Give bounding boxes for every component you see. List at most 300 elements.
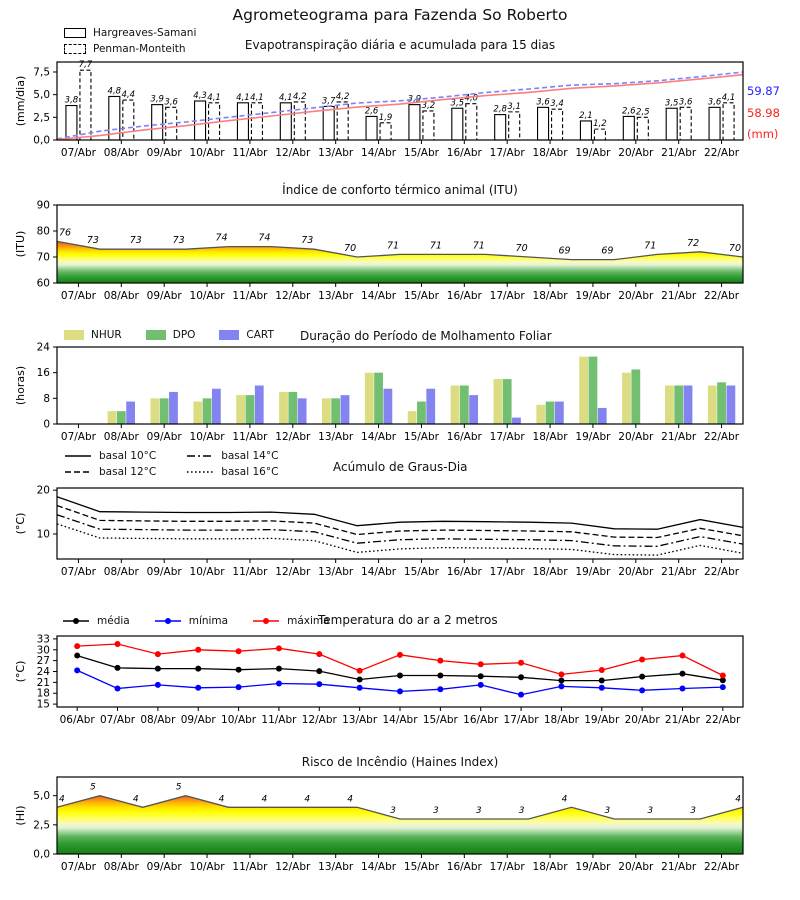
wetness-bar-CART (469, 395, 478, 424)
x-tick-label: 21/Abr (661, 431, 697, 443)
bar-value-label: 3,6 (707, 97, 722, 108)
y-tick-label: 0,0 (33, 134, 50, 147)
x-tick-label: 18/Abr (532, 147, 568, 159)
wetness-bar-CART (341, 395, 350, 424)
point-value-label: 69 (601, 245, 614, 257)
y-tick-label: 24 (36, 666, 50, 678)
legend-item-label: basal 12°C (99, 466, 157, 478)
x-tick-label: 16/Abr (446, 431, 482, 443)
point-value-label: 4 (347, 794, 353, 805)
bar-value-label: 2,8 (493, 104, 507, 115)
marker-média (115, 665, 121, 671)
x-tick-label: 15/Abr (403, 861, 439, 873)
x-tick-label: 11/Abr (232, 861, 268, 873)
x-tick-label: 12/Abr (275, 147, 311, 159)
point-value-label: 71 (386, 240, 400, 252)
bar-value-label: 1,2 (593, 119, 607, 130)
bar-value-label: 4,3 (193, 91, 207, 101)
marker-média (276, 666, 282, 672)
marker-média (558, 678, 564, 684)
x-tick-label: 14/Abr (361, 290, 397, 302)
wetness-bar-DPO (503, 379, 512, 424)
bar-value-label: 4,0 (464, 93, 479, 104)
point-value-label: 69 (558, 245, 571, 257)
legend-item-label: Hargreaves-Samani (93, 27, 197, 39)
y-tick-label: 70 (36, 251, 50, 264)
bar-value-label: 4,8 (107, 86, 122, 97)
marker-mínima (518, 692, 524, 698)
wetness-bar-NHUR (365, 373, 374, 424)
point-value-label: 4 (59, 794, 65, 805)
evapo-bar-Penman-Monteith (594, 129, 605, 140)
x-tick-label: 09/Abr (180, 714, 216, 726)
x-tick-label: 07/Abr (60, 861, 96, 873)
x-tick-label: 22/Abr (704, 861, 740, 873)
x-tick-label: 08/Abr (140, 714, 176, 726)
bar-value-label: 3,7 (321, 96, 336, 107)
point-value-label: 70 (728, 243, 741, 254)
legend-item-label: média (97, 615, 130, 627)
wetness-bar-DPO (589, 357, 598, 424)
marker-mínima (397, 688, 403, 694)
x-tick-label: 18/Abr (532, 861, 568, 873)
x-tick-label: 15/Abr (403, 290, 439, 302)
marker-máxima (437, 658, 443, 664)
panel-title-haines: Risco de Incêndio (Haines Index) (301, 755, 499, 769)
marker-média (195, 666, 201, 672)
x-tick-label: 08/Abr (103, 431, 139, 443)
x-tick-label: 19/Abr (575, 147, 611, 159)
wetness-bar-NHUR (665, 386, 674, 425)
y-tick-label: 60 (36, 277, 50, 290)
bar-value-label: 3,6 (536, 97, 550, 108)
marker-máxima (155, 651, 161, 657)
marker-máxima (679, 653, 685, 659)
color-swatch-icon (219, 330, 239, 340)
wetness-bar-NHUR (150, 398, 159, 424)
line-swatch-icon (64, 467, 92, 477)
point-value-label: 73 (301, 235, 314, 247)
x-tick-label: 11/Abr (232, 290, 268, 302)
x-tick-label: 13/Abr (318, 566, 354, 578)
legend-item-label: DPO (172, 329, 196, 341)
wetness-bar-DPO (631, 369, 640, 424)
x-tick-label: 14/Abr (361, 431, 397, 443)
x-tick-label: 12/Abr (301, 714, 337, 726)
wetness-bar-DPO (374, 373, 383, 424)
wetness-bar-CART (684, 386, 693, 425)
point-value-label: 4 (132, 794, 139, 805)
wetness-bar-DPO (203, 398, 212, 424)
x-tick-label: 11/Abr (232, 566, 268, 578)
x-tick-label: 13/Abr (318, 431, 354, 443)
y-axis-label: (horas) (14, 365, 27, 406)
x-tick-label: 12/Abr (275, 431, 311, 443)
bar-value-label: 3,6 (678, 97, 693, 108)
x-tick-label: 07/Abr (99, 714, 136, 726)
wetness-bar-CART (126, 402, 135, 424)
bar-value-label: 3,6 (164, 97, 178, 108)
marker-mínima (639, 687, 645, 693)
line-swatch-icon (62, 616, 90, 626)
evapo-bar-Hargreaves-Samani (538, 107, 549, 140)
x-tick-label: 12/Abr (275, 566, 311, 578)
color-swatch-icon (64, 330, 84, 340)
x-tick-label: 20/Abr (618, 861, 654, 873)
accumulated-total-penman-label: 59.87 (747, 84, 780, 98)
evapo-bar-Hargreaves-Samani (709, 107, 720, 140)
marker-mínima (316, 681, 322, 687)
bar-value-label: 2,6 (364, 106, 379, 117)
bar-value-label: 3,4 (550, 99, 564, 110)
bar-value-label: 4,2 (335, 91, 350, 102)
marker-mínima (558, 683, 564, 689)
wetness-bar-CART (169, 392, 178, 424)
y-tick-label: 0,0 (33, 848, 50, 861)
marker-máxima (518, 660, 524, 666)
point-value-label: 71 (429, 240, 442, 252)
marker-média (236, 667, 242, 673)
marker-média (437, 672, 443, 678)
marker-média (679, 671, 685, 677)
x-tick-label: 11/Abr (232, 431, 268, 443)
marker-mínima (276, 680, 282, 686)
evapo-bar-Hargreaves-Samani (237, 103, 248, 140)
y-tick-label: 20 (36, 484, 50, 497)
wetness-bar-CART (598, 408, 607, 424)
x-tick-label: 10/Abr (221, 714, 257, 726)
point-value-label: 3 (475, 806, 482, 816)
point-value-label: 4 (735, 794, 741, 805)
x-tick-label: 10/Abr (189, 861, 225, 873)
x-tick-label: 18/Abr (532, 290, 568, 302)
wetness-bar-DPO (674, 386, 683, 425)
line-swatch-icon (186, 451, 214, 461)
x-tick-label: 21/Abr (664, 714, 701, 726)
y-tick-label: 15 (36, 698, 50, 711)
plot-border-temperatura (57, 636, 743, 707)
marker-média (155, 666, 161, 672)
legend-leaf-wetness (64, 329, 274, 341)
y-tick-label: 0 (43, 418, 50, 431)
y-tick-label: 5,0 (33, 790, 50, 803)
legend-item-label: basal 14°C (221, 450, 279, 462)
marker-mínima (599, 685, 605, 691)
bar-value-label: 4,4 (121, 90, 136, 101)
marker-máxima (478, 661, 484, 667)
x-tick-label: 15/Abr (403, 566, 439, 578)
marker-mínima (679, 686, 685, 692)
y-tick-label: 33 (36, 633, 50, 646)
evapo-bar-Penman-Monteith (552, 109, 563, 140)
x-tick-label: 10/Abr (189, 290, 225, 302)
bar-value-label: 3,9 (150, 94, 164, 105)
wetness-bar-NHUR (279, 392, 288, 424)
line-swatch-icon (154, 616, 182, 626)
panel-evapo (14, 60, 743, 159)
x-tick-label: 09/Abr (146, 147, 182, 159)
y-tick-label: 5,0 (33, 89, 50, 102)
y-tick-label: 10 (36, 528, 50, 541)
legend-item-label: mínima (188, 615, 229, 627)
y-axis-label: (°C) (14, 660, 27, 683)
x-tick-label: 10/Abr (189, 566, 225, 578)
bar-value-label: 4,1 (207, 92, 221, 103)
page-title: Agrometeograma para Fazenda So Roberto (232, 6, 568, 24)
wetness-bar-NHUR (322, 398, 331, 424)
wetness-bar-NHUR (108, 411, 117, 424)
x-tick-label: 22/Abr (704, 147, 740, 159)
bar-value-label: 2,1 (579, 110, 593, 121)
marker-mínima (720, 684, 726, 690)
x-tick-label: 19/Abr (584, 714, 620, 726)
marker-máxima (357, 668, 363, 674)
x-tick-label: 07/Abr (60, 566, 96, 578)
evapo-bar-Penman-Monteith (680, 107, 691, 140)
line-máxima (77, 644, 723, 676)
evapo-bar-Hargreaves-Samani (366, 116, 377, 140)
marker-média (316, 668, 322, 674)
marker-máxima (316, 651, 322, 657)
x-tick-label: 16/Abr (446, 147, 482, 159)
x-tick-label: 16/Abr (446, 861, 482, 873)
x-tick-label: 14/Abr (361, 566, 397, 578)
evapo-bar-Hargreaves-Samani (280, 103, 291, 140)
marker-máxima (276, 645, 282, 651)
wetness-bar-CART (298, 398, 307, 424)
x-tick-label: 15/Abr (403, 431, 439, 443)
marker-mínima (74, 667, 80, 673)
wetness-bar-DPO (160, 398, 169, 424)
marker-máxima (558, 671, 564, 677)
evapo-bar-Penman-Monteith (380, 123, 391, 140)
wetness-bar-DPO (460, 386, 469, 425)
legend-item-label: NHUR (91, 329, 122, 341)
line-swatch-icon (186, 467, 214, 477)
panel-title-itu: Índice de conforto térmico animal (ITU) (282, 183, 518, 197)
marker-mínima (115, 686, 121, 692)
y-tick-label: 27 (36, 655, 50, 668)
point-value-label: 4 (261, 794, 268, 805)
x-tick-label: 20/Abr (618, 431, 654, 443)
legend-item-NHUR (64, 329, 122, 341)
x-tick-label: 07/Abr (60, 147, 96, 159)
x-tick-label: 15/Abr (422, 714, 458, 726)
marker-média (639, 674, 645, 680)
x-tick-label: 09/Abr (146, 861, 182, 873)
x-tick-label: 18/Abr (532, 431, 568, 443)
wetness-bar-NHUR (236, 395, 245, 424)
point-value-label: 3 (647, 806, 654, 816)
wetness-bar-CART (555, 402, 564, 424)
marker-máxima (639, 657, 645, 663)
x-tick-label: 18/Abr (543, 714, 579, 726)
point-value-label: 73 (86, 235, 99, 247)
panel-haines (14, 777, 743, 873)
x-tick-label: 21/Abr (661, 147, 697, 159)
y-tick-label: 16 (36, 367, 50, 380)
point-value-label: 70 (515, 243, 528, 254)
marker-mínima (195, 685, 201, 691)
marker-máxima (599, 667, 605, 673)
marker-média (74, 653, 80, 659)
x-tick-label: 09/Abr (146, 566, 182, 578)
panel-title-leaf-wetness: Duração do Período de Molhamento Foliar (300, 329, 552, 343)
marker-máxima (236, 648, 242, 654)
evapo-bar-Penman-Monteith (251, 103, 262, 140)
legend-item-label: basal 16°C (221, 466, 279, 478)
evapo-bar-Hargreaves-Samani (152, 105, 163, 140)
x-tick-label: 16/Abr (446, 290, 482, 302)
wetness-bar-CART (426, 389, 435, 424)
plot-border-grausdia (57, 488, 743, 559)
x-tick-label: 08/Abr (103, 861, 139, 873)
legend-item-Penman-Monteith (64, 43, 186, 55)
marker-mínima (478, 682, 484, 688)
bar-value-label: 4,1 (250, 92, 264, 103)
legend-item-label: CART (246, 329, 274, 341)
bar-value-label: 3,1 (507, 101, 521, 112)
x-tick-label: 17/Abr (489, 290, 525, 302)
bar-value-label: 3,2 (421, 100, 436, 111)
legend-item-label: Penman-Monteith (93, 43, 186, 55)
point-value-label: 4 (218, 794, 225, 805)
x-tick-label: 17/Abr (489, 147, 525, 159)
wetness-bar-CART (383, 389, 392, 424)
point-value-label: 74 (215, 232, 228, 244)
x-tick-label: 14/Abr (382, 714, 418, 726)
point-value-label: 73 (172, 235, 185, 247)
marker-mínima (236, 684, 242, 690)
x-tick-label: 17/Abr (489, 431, 525, 443)
x-tick-label: 20/Abr (624, 714, 660, 726)
point-value-label: 70 (344, 243, 357, 254)
evapo-bar-Penman-Monteith (637, 117, 648, 140)
panel-title-degree-days: Acúmulo de Graus-Dia (333, 460, 468, 474)
x-tick-label: 07/Abr (60, 431, 96, 443)
marker-média (518, 674, 524, 680)
wetness-bar-NHUR (622, 373, 631, 424)
y-tick-label: 30 (36, 644, 50, 657)
evapo-bar-Penman-Monteith (423, 111, 434, 140)
y-tick-label: 2,5 (33, 111, 50, 124)
x-tick-label: 21/Abr (661, 861, 697, 873)
x-tick-label: 22/Abr (704, 290, 740, 302)
accumulated-total-hargreaves-label: 58.98 (747, 106, 780, 120)
open-bar-dashed-swatch-icon (64, 44, 86, 54)
panel-title-temperature: Temperatura do ar a 2 metros (318, 613, 498, 627)
point-value-label: 74 (258, 232, 271, 244)
wetness-bar-CART (212, 389, 221, 424)
marker-máxima (195, 647, 201, 653)
point-value-label: 3 (518, 806, 525, 816)
legend-item-basal 14°C (186, 450, 278, 462)
x-tick-label: 11/Abr (261, 714, 297, 726)
point-value-label: 3 (604, 806, 611, 816)
y-axis-label: (°C) (14, 512, 27, 535)
x-tick-label: 19/Abr (575, 431, 611, 443)
wetness-bar-NHUR (536, 405, 545, 424)
wetness-bar-DPO (331, 398, 340, 424)
x-tick-label: 13/Abr (318, 147, 354, 159)
y-tick-label: 8 (43, 392, 50, 405)
evapo-bar-Hargreaves-Samani (495, 115, 506, 140)
evapo-bar-Penman-Monteith (509, 112, 520, 140)
y-tick-label: 2,5 (33, 819, 50, 832)
x-tick-label: 11/Abr (232, 147, 268, 159)
marker-máxima (115, 641, 121, 647)
legend-item-label: máxima (287, 615, 330, 627)
point-value-label: 3 (390, 806, 396, 816)
y-axis-label: (mm/dia) (14, 75, 27, 127)
evapo-bar-Hargreaves-Samani (323, 106, 334, 140)
y-axis-label: (ITU) (14, 230, 27, 258)
marker-máxima (74, 643, 80, 649)
bar-value-label: 4,1 (721, 92, 736, 103)
wetness-bar-DPO (717, 382, 726, 424)
point-value-label: 5 (90, 782, 96, 793)
evapo-bar-Hargreaves-Samani (452, 108, 463, 140)
line-swatch-icon (252, 616, 280, 626)
y-tick-label: 24 (36, 341, 50, 354)
line-swatch-icon (64, 451, 92, 461)
y-tick-label: 21 (36, 676, 50, 689)
x-tick-label: 13/Abr (342, 714, 378, 726)
x-tick-label: 19/Abr (575, 566, 611, 578)
wetness-bar-NHUR (193, 402, 202, 424)
bar-value-label: 2,6 (622, 106, 636, 117)
x-tick-label: 20/Abr (618, 290, 654, 302)
haines-area (57, 796, 743, 854)
wetness-bar-NHUR (451, 386, 460, 425)
point-value-label: 72 (687, 237, 700, 249)
marker-mínima (155, 682, 161, 688)
line-basal 10°C (57, 497, 743, 529)
evapo-bar-Penman-Monteith (723, 103, 734, 140)
bar-value-label: 3,8 (64, 95, 79, 106)
x-tick-label: 09/Abr (146, 431, 182, 443)
x-tick-label: 17/Abr (489, 566, 525, 578)
x-tick-label: 21/Abr (661, 566, 697, 578)
panel-itu (14, 200, 743, 303)
x-tick-label: 14/Abr (361, 147, 397, 159)
x-tick-label: 09/Abr (146, 290, 182, 302)
x-tick-label: 12/Abr (275, 861, 311, 873)
marker-máxima (720, 672, 726, 678)
bar-value-label: 1,9 (378, 112, 393, 123)
legend-temperature (62, 615, 330, 627)
line-basal 12°C (57, 506, 743, 538)
x-tick-label: 19/Abr (575, 290, 611, 302)
wetness-bar-DPO (546, 402, 555, 424)
marker-média (599, 678, 605, 684)
x-tick-label: 16/Abr (463, 714, 499, 726)
wetness-bar-DPO (246, 395, 255, 424)
y-tick-label: 80 (36, 225, 50, 238)
marker-média (397, 672, 403, 678)
wetness-bar-CART (726, 386, 735, 425)
panel-title-evapotranspiration: Evapotranspiração diária e acumulada para 15 dias (244, 38, 556, 52)
legend-item-basal 10°C (64, 450, 156, 462)
x-tick-label: 18/Abr (532, 566, 568, 578)
legend-item-Hargreaves-Samani (64, 27, 196, 39)
point-value-label: 71 (644, 240, 657, 252)
wetness-bar-NHUR (493, 379, 502, 424)
legend-item-média (62, 615, 130, 627)
x-tick-label: 15/Abr (403, 147, 439, 159)
bar-value-label: 4,1 (236, 92, 250, 103)
marker-mínima (357, 685, 363, 691)
